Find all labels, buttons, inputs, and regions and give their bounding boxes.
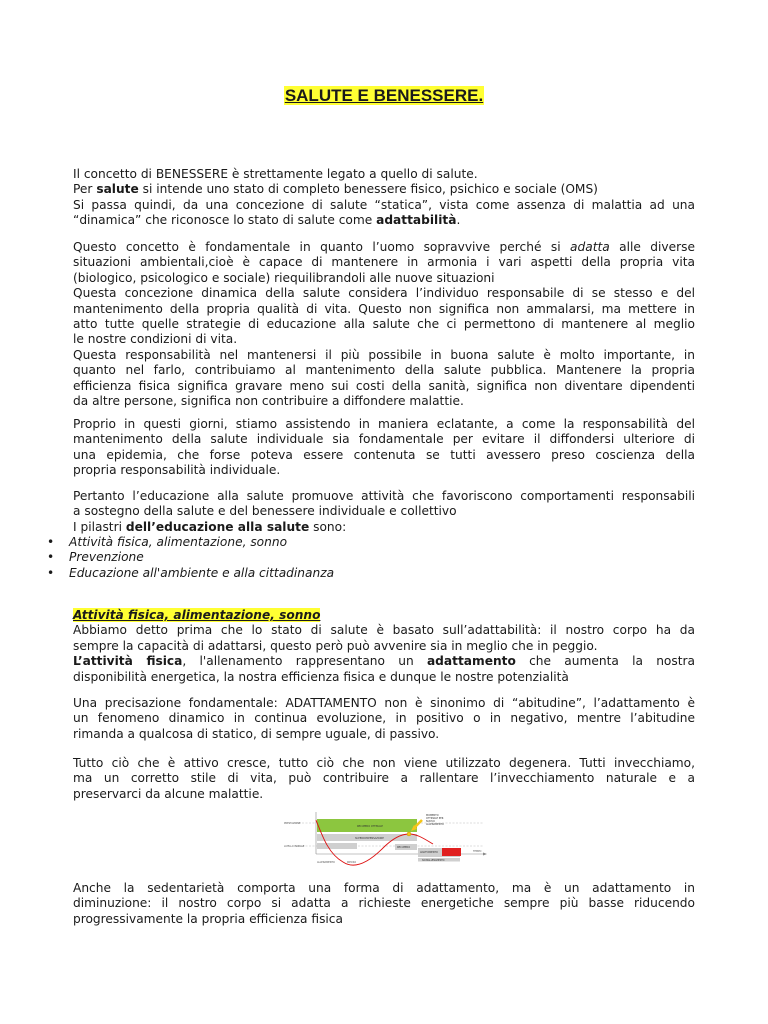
bullet-icon: • bbox=[47, 550, 55, 565]
aging-paragraph bbox=[73, 756, 695, 802]
page-title bbox=[0, 86, 768, 106]
text-line: una epidemia, che forse poteva essere contenuta se tutti avessero preso coscienza della bbox=[73, 447, 695, 462]
text-run: “dinamica” che riconosce lo stato di salute come bbox=[73, 213, 377, 228]
axis-label: LIVELLO INIZIALE bbox=[284, 845, 305, 848]
text-line: le nostre condizioni di vita. bbox=[73, 332, 238, 347]
text-run: Per bbox=[73, 182, 97, 197]
text-line: sempre la capacità di adattarsi, questo però può avvenire sia in meglio che in peggio. bbox=[73, 638, 598, 653]
bar-label: SUPERCOMPENSAZIONE bbox=[355, 837, 384, 840]
list-item bbox=[47, 535, 647, 550]
gray-bar bbox=[317, 843, 357, 849]
pillars-list bbox=[47, 535, 647, 581]
text-run: . bbox=[456, 213, 461, 228]
text-line: ma un corretto stile di vita, può contribuire a rallentare l’invecchiamento naturale e a bbox=[73, 771, 695, 786]
text-line: mantenimento della salute individuale sia fondamentale per evitare il diffondersi ulteriore di bbox=[73, 432, 695, 447]
text-run: si intende uno stato di completo benessere fisico, psichico e sociale (OMS) bbox=[138, 182, 598, 197]
bullet-icon: • bbox=[47, 535, 55, 549]
text-line: propria responsabilità individuale. bbox=[73, 463, 281, 478]
text-line: Si passa quindi, da una concezione di salute “statica”, vista come assenza di malattia ad una bbox=[73, 197, 695, 212]
bold-term: dell’educazione alla salute bbox=[125, 519, 310, 534]
intro-paragraph bbox=[73, 167, 695, 229]
concept-paragraph bbox=[73, 240, 695, 409]
text-line: a sostegno della salute e del benessere individuale e collettivo bbox=[73, 504, 457, 519]
red-bar bbox=[442, 848, 461, 856]
supercompensation-diagram bbox=[283, 808, 488, 880]
text-line: un fenomeno dinamico in continua evoluzione, in positivo o in negativo, mentre l’abitudine bbox=[73, 711, 695, 726]
bullet-icon: • bbox=[47, 565, 55, 580]
adaptation-paragraph bbox=[73, 696, 695, 742]
axis-label: PRESTAZIONE bbox=[284, 822, 301, 825]
text-line: situazioni ambientali,cioè è capace di mantenere in armonia i vari aspetti della propria vita bbox=[73, 255, 695, 270]
text-line: quanto nel farlo, contribuiamo al mantenimento della salute pubblica. Mantenere la propria bbox=[73, 363, 695, 378]
list-item bbox=[47, 550, 647, 565]
optimal-point-icon bbox=[407, 832, 411, 836]
text-line: mantenimento della propria qualità di vita. Questo non significa non ammalarsi, ma mettere in bbox=[73, 301, 695, 316]
bar-label: RECUPERO OTTIMALE bbox=[357, 825, 383, 828]
axis-label: RIPOSO bbox=[347, 861, 357, 864]
text-line: Questa concezione dinamica della salute considera l’individuo responsabile di se stesso e del bbox=[73, 286, 695, 301]
annotation-label: ALLENAMENTO bbox=[426, 823, 444, 826]
text-line: disponibilità energetica, la nostra efficienza fisica e dunque le nostre potenzialità bbox=[73, 669, 569, 684]
bar-label: ADATTAMENTO bbox=[420, 851, 438, 854]
annotation-label: MOMENTO bbox=[426, 814, 439, 817]
text-line: Abbiamo detto prima che lo stato di salute è basato sull’adattabilità: il nostro corpo ha da bbox=[73, 623, 695, 638]
text-run: che aumenta la nostra bbox=[515, 654, 695, 669]
text-run: Questo concetto è fondamentale in quanto l’uomo sopravvive perché si bbox=[73, 240, 571, 254]
text-line: efficienza fisica significa gravare meno sui costi della sanità, significa non diventare dipendenti bbox=[73, 378, 695, 393]
text-run: I pilastri bbox=[73, 519, 126, 534]
italic-term: adatta bbox=[570, 240, 610, 254]
bold-term: adattamento bbox=[426, 654, 516, 669]
text-line: (biologico, psicologico e sociale) riequilibrandoli alle nuove situazioni bbox=[73, 270, 495, 285]
text-line: Una precisazione fondamentale: ADATTAMENTO non è sinonimo di “abitudine”, l’adattamento è bbox=[73, 696, 695, 710]
section-heading bbox=[73, 608, 695, 623]
text-line: Pertanto l’educazione alla salute promuove attività che favoriscono comportamenti responsabili bbox=[73, 489, 695, 503]
bar-label: SOVRALLENAMENTO bbox=[422, 859, 445, 862]
text-line: Il concetto di BENESSERE è strettamente legato a quello di salute. bbox=[73, 167, 478, 181]
page-title-text: SALUTE E BENESSERE. bbox=[284, 86, 484, 105]
education-paragraph bbox=[73, 489, 695, 535]
text-run: sono: bbox=[309, 519, 347, 534]
text-line: Proprio in questi giorni, stiamo assistendo in maniera eclatante, a come la responsabilità del bbox=[73, 417, 695, 431]
text-line bbox=[73, 240, 695, 255]
text-line: preservarci da alcune malattie. bbox=[73, 786, 264, 801]
text-line: progressivamente la propria efficienza fisica bbox=[73, 911, 343, 926]
text-run: , l'allenamento rappresentano un bbox=[182, 654, 427, 669]
activity-section bbox=[73, 608, 695, 685]
text-line: Tutto ciò che è attivo cresce, tutto ciò che non viene utilizzato degenera. Tutti invecchiamo, bbox=[73, 756, 695, 770]
list-item-text: Attività fisica, alimentazione, sonno bbox=[69, 535, 288, 549]
text-line: Questa responsabilità nel mantenersi il più possibile in buona salute è molto importante, in bbox=[73, 347, 695, 362]
text-line: da altre persone, significa non contribuire a diffondere malattie. bbox=[73, 394, 464, 409]
text-line bbox=[73, 213, 695, 228]
arrow-icon bbox=[483, 853, 487, 856]
text-line bbox=[73, 182, 695, 197]
section-heading-text: Attività fisica, alimentazione, sonno bbox=[73, 608, 321, 622]
axis-label: TEMPO bbox=[473, 850, 482, 853]
text-run: alle diverse bbox=[609, 240, 695, 254]
text-line: rimanda a qualcosa di statico, di sempre uguale, di passivo. bbox=[73, 726, 440, 741]
annotation-label: OTTIMALE PER bbox=[426, 817, 444, 820]
bar-label: RECUPERO bbox=[397, 846, 411, 849]
text-line bbox=[73, 654, 695, 669]
epidemic-paragraph bbox=[73, 417, 695, 479]
list-item-text: Educazione all'ambiente e alla cittadinanza bbox=[69, 565, 335, 580]
text-line: diminuzione: il nostro corpo si adatta a richieste energetiche sempre più basse riducendo bbox=[73, 896, 695, 911]
annotation-label: NUOVO bbox=[426, 820, 435, 823]
text-line: atto tutte quelle strategie di educazione alla salute che ci permettono di mantenere al meglio bbox=[73, 317, 695, 332]
bold-term: salute bbox=[96, 182, 139, 197]
list-item-text: Prevenzione bbox=[69, 550, 144, 565]
axis-label: ALLENAMENTO bbox=[317, 861, 335, 864]
bold-term: L’attività fisica bbox=[73, 654, 183, 669]
bold-term: adattabilità bbox=[376, 213, 457, 228]
text-line bbox=[73, 520, 695, 535]
list-item bbox=[47, 566, 647, 581]
text-line: Anche la sedentarietà comporta una forma di adattamento, ma è un adattamento in bbox=[73, 881, 695, 895]
sedentary-paragraph bbox=[73, 881, 695, 927]
